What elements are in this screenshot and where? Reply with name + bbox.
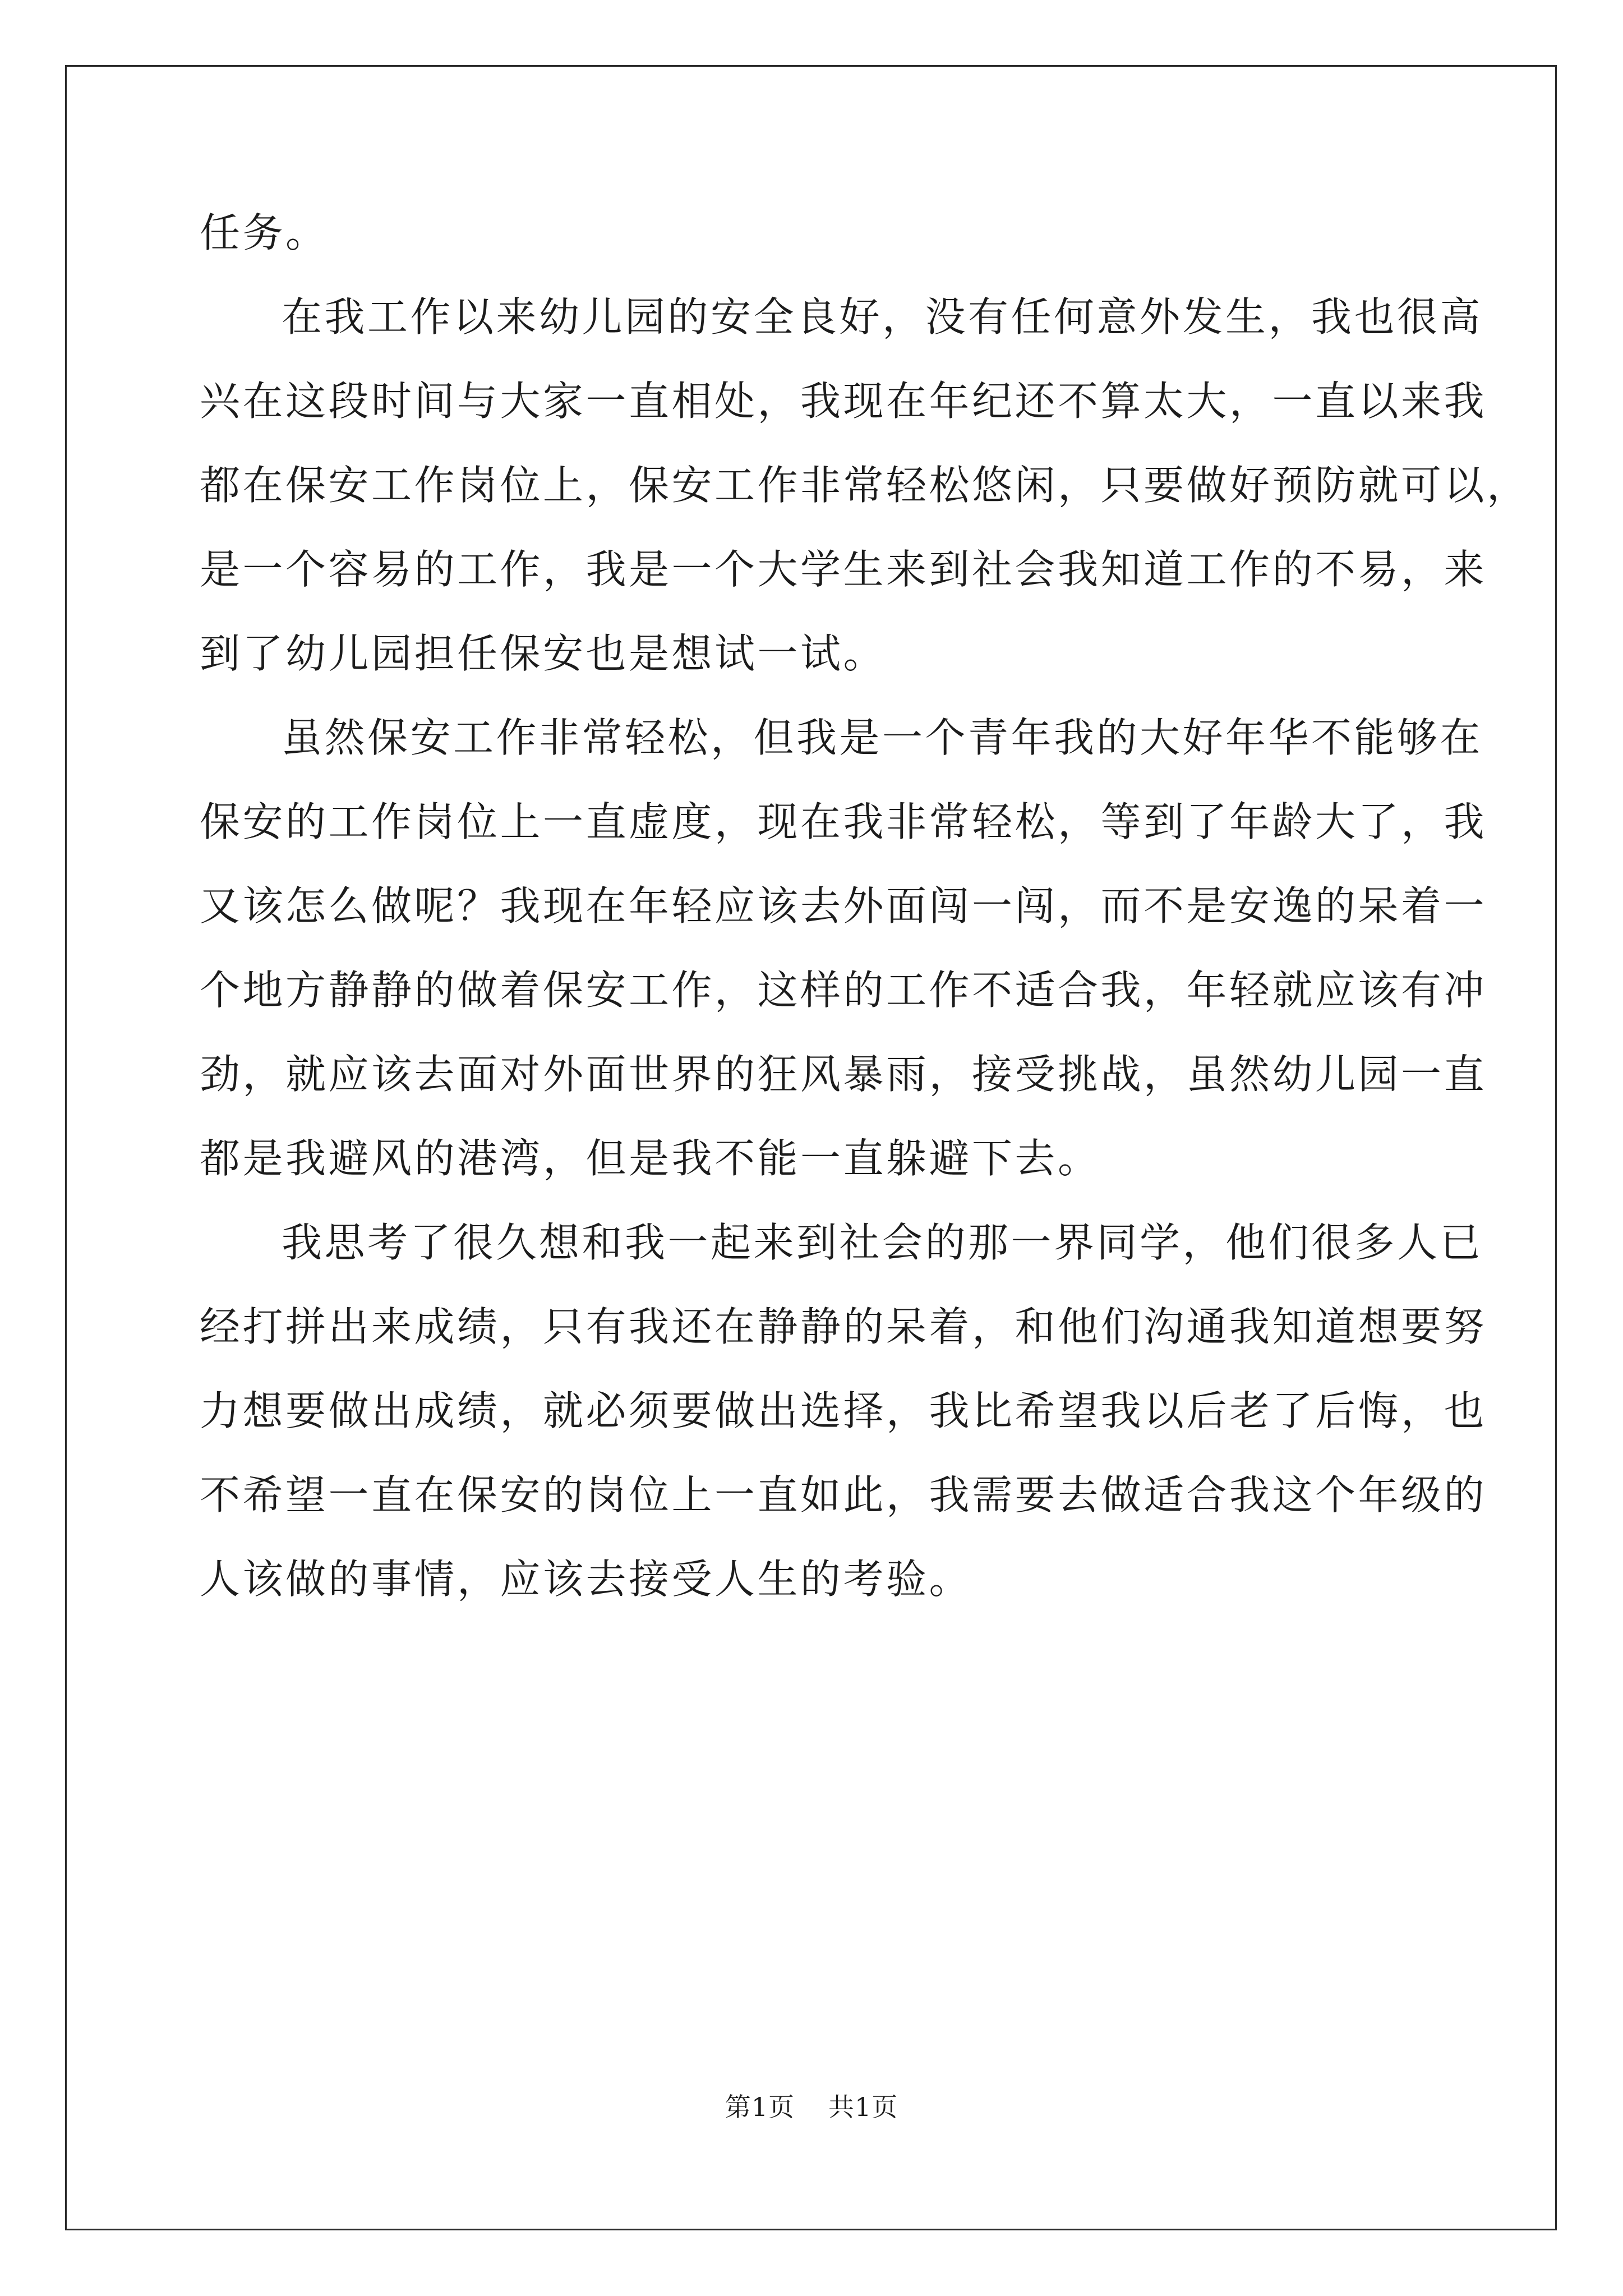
text-line: 人该做的事情，应该去接受人生的考验。 bbox=[200, 1556, 972, 1603]
document-body bbox=[200, 191, 1530, 1621]
text-line: 经打拼出来成绩，只有我还在静静的呆着，和他们沟通我知道想要努 bbox=[200, 1303, 1487, 1350]
text-line: 在我工作以来幼儿园的安全良好，没有任何意外发生，我也很高 bbox=[282, 293, 1483, 341]
page-number: 第1页 bbox=[725, 2092, 795, 2122]
text-line: 虽然保安工作非常轻松，但我是一个青年我的大好年华不能够在 bbox=[282, 714, 1483, 761]
text-line: 力想要做出成绩，就必须要做出选择，我比希望我以后老了后悔，也 bbox=[200, 1387, 1487, 1434]
text-line: 都在保安工作岗位上，保安工作非常轻松悠闲，只要做好预防就可以， bbox=[200, 462, 1530, 509]
text-line: 保安的工作岗位上一直虚度，现在我非常轻松，等到了年龄大了，我 bbox=[200, 798, 1487, 845]
text-line: 都是我避风的港湾，但是我不能一直躲避下去。 bbox=[200, 1135, 1101, 1182]
text-line: 是一个容易的工作，我是一个大学生来到社会我知道工作的不易，来 bbox=[200, 546, 1487, 593]
text-line: 兴在这段时间与大家一直相处，我现在年纪还不算太大，一直以来我 bbox=[200, 378, 1487, 425]
text-line: 个地方静静的做着保安工作，这样的工作不适合我，年轻就应该有冲 bbox=[200, 967, 1487, 1014]
text-line: 任务。 bbox=[200, 209, 329, 256]
text-line: 又该怎么做呢？我现在年轻应该去外面闯一闯，而不是安逸的呆着一 bbox=[200, 882, 1487, 930]
text-line: 我思考了很久想和我一起来到社会的那一界同学，他们很多人已 bbox=[282, 1219, 1483, 1266]
page-footer bbox=[0, 2087, 1623, 2124]
text-line: 劲，就应该去面对外面世界的狂风暴雨，接受挑战，虽然幼儿园一直 bbox=[200, 1051, 1487, 1098]
text-line: 到了幼儿园担任保安也是想试一试。 bbox=[200, 630, 887, 677]
page-total: 共1页 bbox=[828, 2092, 898, 2122]
text-line: 不希望一直在保安的岗位上一直如此，我需要去做适合我这个年级的 bbox=[200, 1471, 1487, 1519]
